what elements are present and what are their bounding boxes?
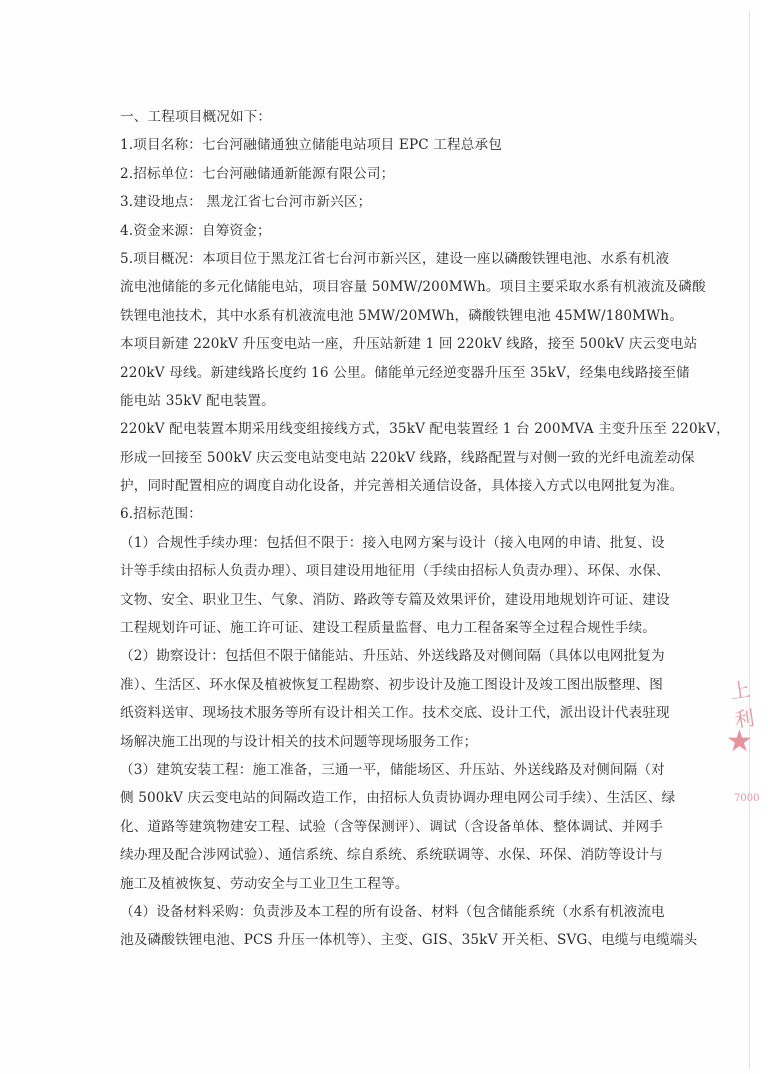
scope-construction-line: 侧 500kV 庆云变电站的间隔改造工作，由招标人负责协调办理电网公司手续）、生活区、绿 (120, 790, 676, 807)
scope-compliance-line: 工程规划许可证、施工许可证、建设工程质量监督、电力工程备案等全过程合规性手续。 (120, 620, 657, 637)
scope-survey-design-line: 准）、生活区、环水保及植被恢复工程勘察、初步设计及施工图设计及竣工图出版整理、图 (120, 676, 663, 693)
scope-procurement-line: 池及磷酸铁锂电池、PCS 升压一体机等）、主变、GIS、35kV 开关柜、SVG、电缆与电缆端头 (120, 932, 698, 949)
scope-survey-design-line: 场解决施工出现的与设计相关的技术问题等现场服务工作； (120, 733, 478, 750)
scope-compliance-line: 计等手续由招标人负责办理）、项目建设用地征用（手续由招标人负责办理）、环保、水保、 (120, 563, 670, 580)
item-tenderer: 2.招标单位：七台河融储通新能源有限公司； (120, 165, 395, 182)
paragraph-line: 220kV 配电装置本期采用线变组接线方式，35kV 配电装置经 1 台 200MVA 主变升压至 220kV， (120, 421, 730, 438)
item-overview-line: 流电池储能的多元化储能电站，项目容量 50MW/200MWh。项目主要采取水系有机液流及磷酸 (120, 279, 706, 296)
scope-survey-design-line: 纸资料送审、现场技术服务等所有设计相关工作。技术交底、设计工代，派出设计代表驻现 (120, 705, 670, 722)
seal-star-icon: ★ (726, 724, 753, 759)
scope-construction-line: 施工及植被恢复、劳动安全与工业卫生工程等。 (120, 875, 409, 892)
scan-edge (749, 10, 750, 1070)
scope-survey-design-line: （2）勘察设计：包括但不限于储能站、升压站、外送线路及对侧间隔（具体以电网批复为 (120, 648, 665, 665)
company-seal-stamp (728, 665, 768, 815)
scope-construction-line: 化、道路等建筑物建安工程、试验（含等保测评）、调试（含设备单体、整体调试、并网手 (120, 818, 663, 835)
paragraph-line: 能电站 35kV 配电装置。 (120, 392, 275, 409)
item-scope-heading: 6.招标范围： (120, 506, 202, 523)
seal-text-top: 上利 (728, 676, 756, 733)
scope-construction-line: 续办理及配合涉网试验）、通信系统、综自系统、系统联调等、水保、环保、消防等设计与 (120, 847, 663, 864)
paragraph-line: 本项目新建 220kV 升压变电站一座，升压站新建 1 回 220kV 线路，接至 500kV 庆云变电站 (120, 336, 698, 353)
item-project-name: 1.项目名称：七台河融储通独立储能电站项目 EPC 工程总承包 (120, 137, 502, 154)
item-overview-line: 铁锂电池技术，其中水系有机液流电池 5MW/20MWh，磷酸铁锂电池 45MW/180MWh。 (120, 307, 683, 324)
scope-compliance-line: 文物、安全、职业卫生、气象、消防、路政等专篇及效果评价，建设用地规划许可证、建设 (120, 591, 670, 608)
scope-compliance-line: （1）合规性手续办理：包括但不限于：接入电网方案与设计（接入电网的申请、批复、设 (120, 534, 665, 551)
item-funding: 4.资金来源：自筹资金； (120, 222, 271, 239)
scope-procurement-line: （4）设备材料采购：负责涉及本工程的所有设备、材料（包含储能系统（水系有机液流电 (120, 903, 665, 920)
paragraph-line: 形成一回接至 500kV 庆云变电站变电站 220kV 线路，线路配置与对侧一致的光纤电流差动保 (120, 449, 695, 466)
scope-construction-line: （3）建筑安装工程：施工准备，三通一平，储能场区、升压站、外送线路及对侧间隔（对 (120, 761, 665, 778)
item-overview-line: 5.项目概况：本项目位于黑龙江省七台河市新兴区，建设一座以磷酸铁锂电池、水系有机液 (120, 250, 670, 267)
document-body (120, 103, 730, 955)
item-location: 3.建设地点： 黑龙江省七台河市新兴区； (120, 194, 372, 211)
seal-text-bottom: 7000 (734, 793, 760, 804)
section-heading: 一、工程项目概况如下： (120, 109, 272, 125)
paragraph-line: 220kV 母线。新建线路长度约 16 公里。储能单元经逆变器升压至 35kV，经集电线路接至储 (120, 364, 690, 381)
paragraph-line: 护，同时配置相应的调度自动化设备，并完善相关通信设备，具体接入方式以电网批复为准。 (120, 478, 684, 495)
